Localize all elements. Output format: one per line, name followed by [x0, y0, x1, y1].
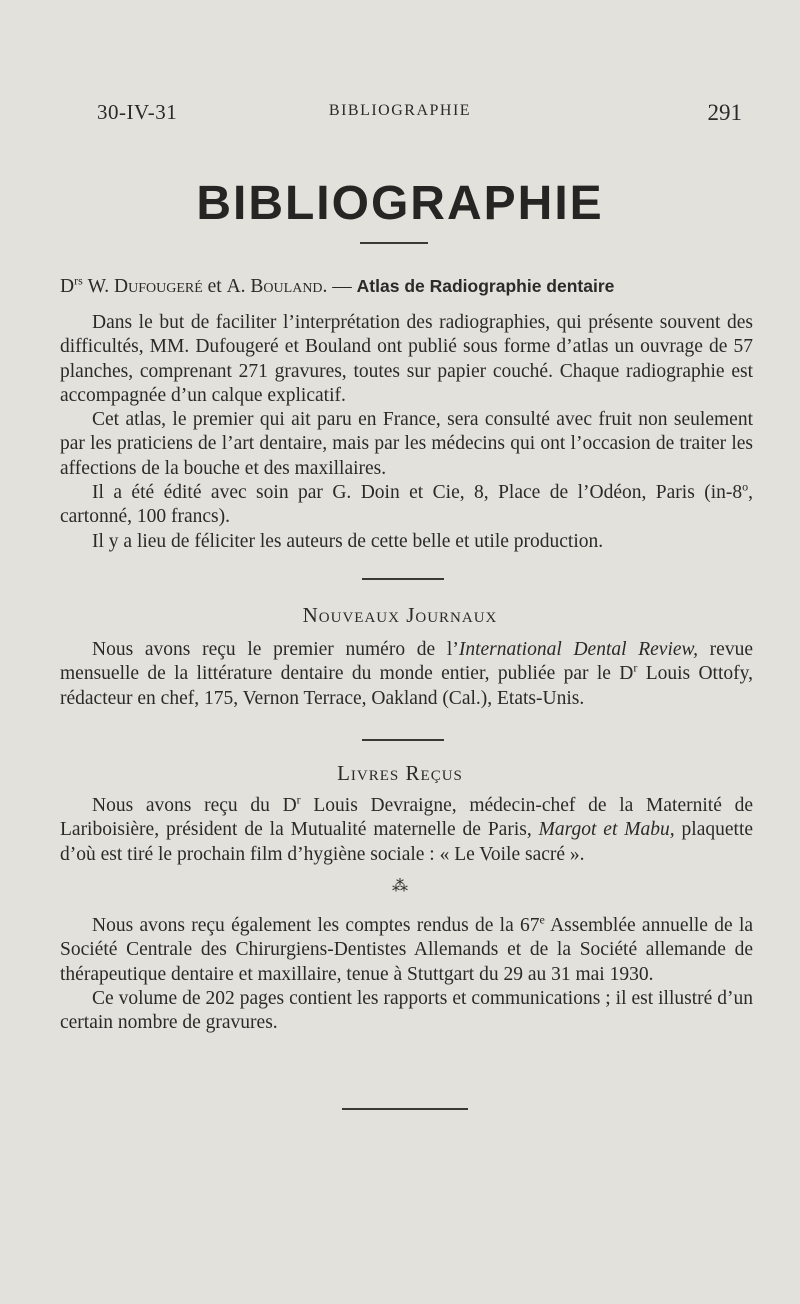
- entry1-paragraph-3: [60, 481, 753, 530]
- book-title-margot: Margot et Mabu,: [538, 819, 675, 841]
- authors-prefix-sup: rs: [74, 273, 83, 288]
- entry1-paragraph-2: Cet atlas, le premier qui ait paru en France, sera consulté avec fruit non seulement par les praticiens de l’art dentaire, mais par les médecins qui ont l’occasion de traiter les affections de la bouche et des maxillaires.: [60, 409, 753, 479]
- section3-text-b: Louis Devraigne, médecin-chef de la Maternité de Lariboisière, président de la Mutualité maternelle de Paris,: [60, 795, 753, 841]
- section2-paragraph-1: [60, 638, 753, 711]
- entry1-p3-text-b: , cartonné, 100 francs).: [60, 482, 753, 528]
- author-2: A. Bouland.: [226, 276, 328, 297]
- section3-paragraph-1: [60, 794, 753, 867]
- entry1-paragraph-4: Il y a lieu de féliciter les auteurs de cette belle et utile production.: [92, 530, 604, 552]
- section3-p2-sup: e: [539, 912, 545, 927]
- book-title: Atlas de Radiographie dentaire: [356, 276, 615, 296]
- entry-byline: [60, 273, 760, 298]
- entry1-p3-text-a: Il a été édité avec soin par G. Doin et Cie, 8, Place de l’Odéon, Paris (in-8: [92, 482, 743, 504]
- section3-text-c: plaquette d’où est tiré le prochain film d’hygiène sociale : « Le Voile sacré ».: [60, 819, 754, 865]
- running-head: [0, 100, 800, 130]
- page-number: 291: [707, 100, 742, 125]
- byline-dash: —: [332, 276, 352, 297]
- section2-body: [60, 638, 753, 711]
- entry1-body: [60, 311, 753, 554]
- asterism: ⁂: [392, 878, 408, 895]
- section2-sup: r: [633, 660, 638, 675]
- authors-prefix: D: [60, 276, 75, 297]
- section3-p2-text-a: Nous avons reçu également les comptes rendus de la 67: [92, 915, 540, 936]
- section-divider-2: [362, 739, 444, 741]
- running-head-section: BIBLIOGRAPHIE: [328, 102, 472, 119]
- running-head-date: 30-IV-31: [97, 100, 178, 124]
- entry1-paragraph-1: Dans le but de faciliter l’interprétation des radiographies, qui présente souvent des difficultés, MM. Dufougeré et Bouland ont publié sous forme d’atlas un ouvrage de 57 planches, comprenant 271 gravures, toutes sur papier couché. Chaque radiographie est accompagnée d’un calque explicatif.: [60, 312, 753, 406]
- section3-body-1: [60, 794, 753, 867]
- section3-text-a: Nous avons reçu du D: [92, 795, 297, 816]
- title-divider: [360, 242, 428, 244]
- section3-body-2: [60, 914, 753, 1035]
- entry1-p3-sup: o: [742, 479, 749, 494]
- section3-paragraph-3: Ce volume de 202 pages contient les rapports et communications ; il est illustré d’un certain nombre de gravures.: [60, 987, 753, 1034]
- journal-title: International Dental Review,: [458, 639, 698, 660]
- section-title-livres-recus: Livres Reçus: [337, 761, 463, 785]
- section3-sup: r: [296, 792, 301, 807]
- page-title: BIBLIOGRAPHIE: [196, 177, 604, 230]
- section3-p2-text-b: Assemblée annuelle de la Société Centrale des Chirurgiens-Dentistes Allemands et de la Société allemande de thérapeutique dentaire et maxillaire, tenue à Stuttgart du 29 au 31 mai 1930.: [60, 915, 754, 985]
- section2-text-a: Nous avons reçu le premier numéro de l’: [92, 639, 459, 660]
- author-1: W. Dufougeré: [87, 276, 203, 297]
- author-conj: et: [207, 276, 222, 297]
- section2-text-b: revue mensuelle de la littérature dentaire du monde entier, publiée par le D: [60, 639, 753, 685]
- section3-paragraph-2: [60, 914, 753, 987]
- end-divider: [342, 1108, 468, 1110]
- section2-text-c: Louis Ottofy, rédacteur en chef, 175, Vernon Terrace, Oakland (Cal.), Etats-Unis.: [60, 663, 753, 709]
- section-title-nouveaux-journaux: Nouveaux Journaux: [302, 603, 498, 627]
- section-divider-1: [362, 578, 444, 580]
